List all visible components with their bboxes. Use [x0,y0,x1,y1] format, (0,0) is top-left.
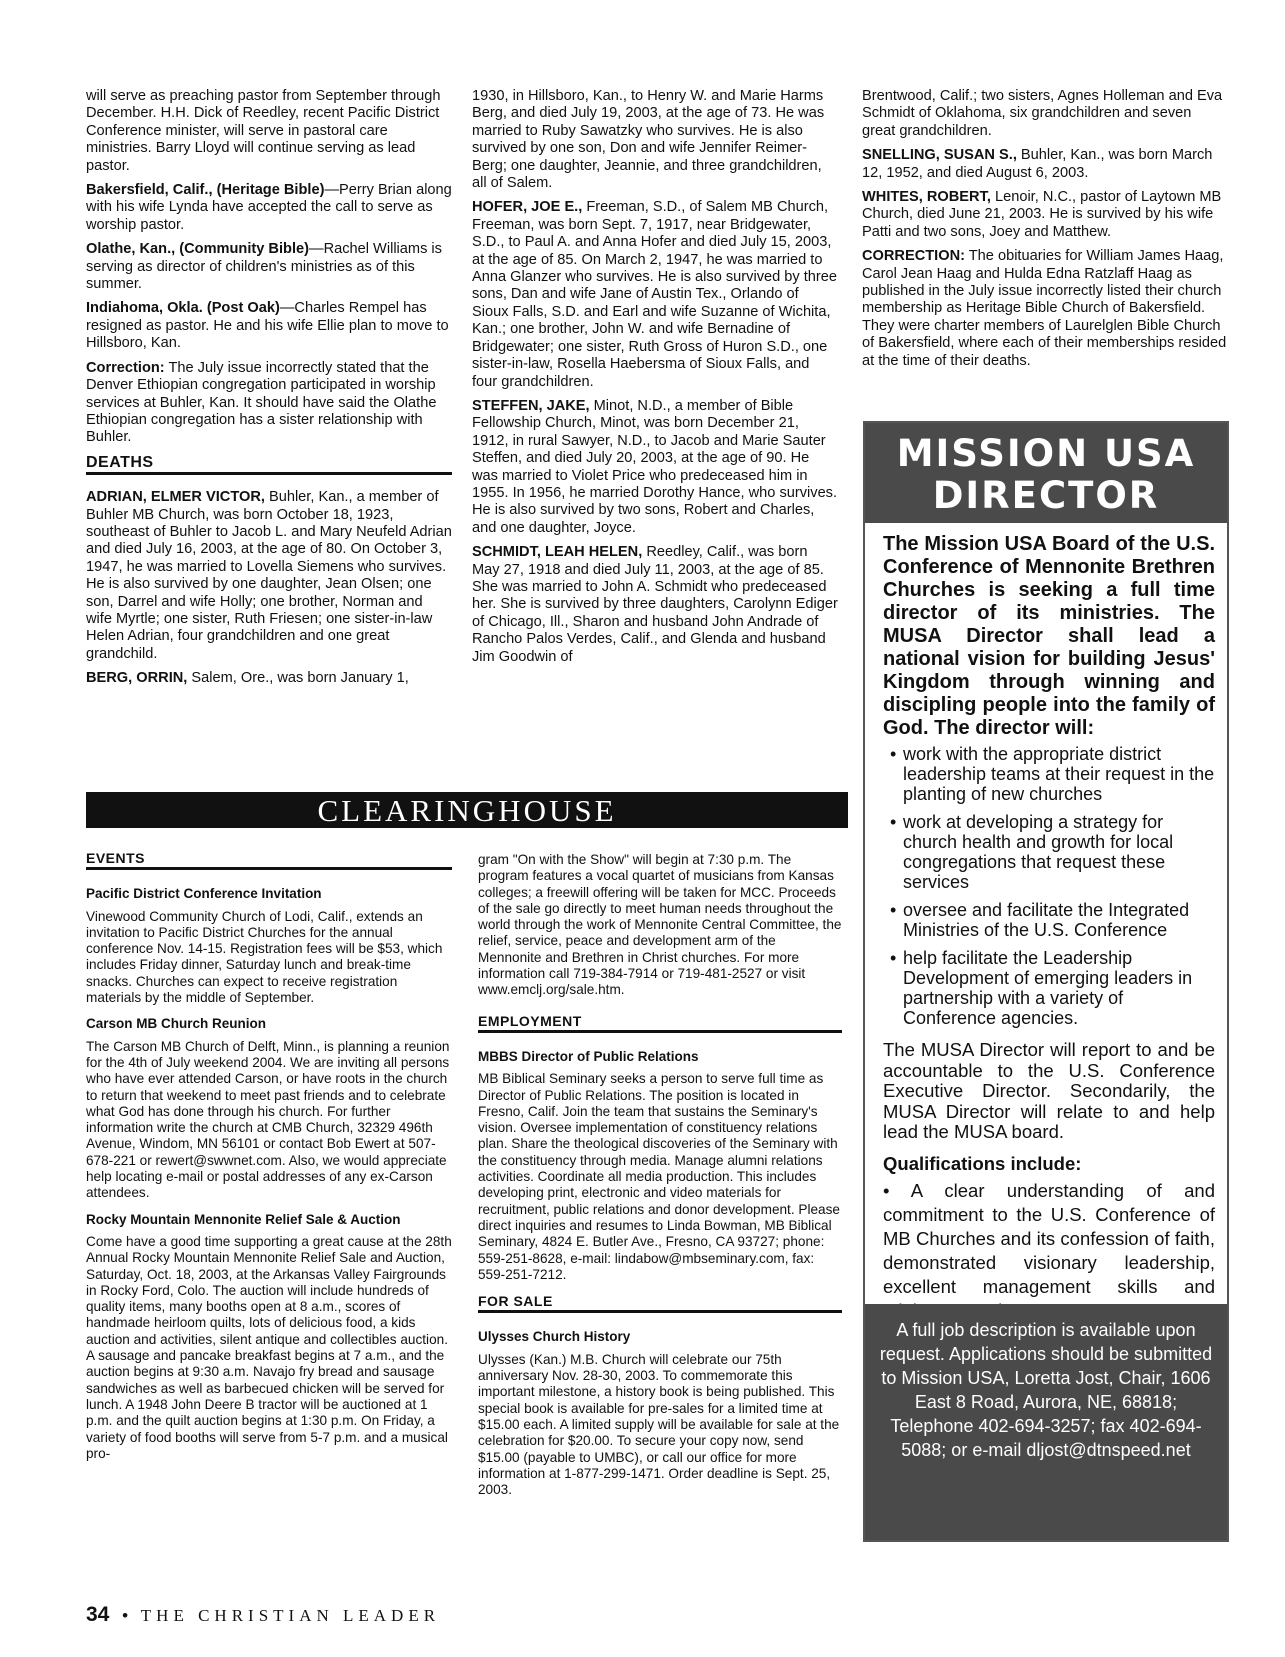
employment-heading: EMPLOYMENT [478,1013,842,1033]
paragraph: will serve as preaching pastor from September through December. H.H. Dick of Reedley, recent Pacific District Conference minister, will serve in pastoral care ministries. Barry Lloyd will continue serving as lead pastor. [86,88,441,174]
ad-title: MISSION USA DIRECTOR [865,423,1227,523]
events-heading: EVENTS [86,850,452,870]
paragraph: gram "On with the Show" will begin at 7:30 p.m. The program features a vocal quartet of musicians from Kansas colleges; a freewill offering will be taken for MCC. Proceeds of the sale go directly to meet human needs throughout the world through the work of Mennonite Central Committee, the relief, service, peace and development arm of the Mennonite and Brethren in Christ churches. For more information call 719-384-7914 or 719-481-2527 or visit www.emclj.org/sale.htm. [478,852,842,998]
paragraph: Olathe, Kan., (Community Bible)—Rachel Williams is serving as director of children's ministries as of this summer. [86,241,442,293]
obituary-name: BERG, ORRIN, [86,670,188,687]
correction-label: CORRECTION: [862,248,965,265]
obituary: SCHMIDT, LEAH HELEN, Reedley, Calif., was born May 27, 1918 and died July 11, 2003, at the age of 85. She was married to John A. Schmidt who predeceased her. She is survived by three daughters, Carolynn Ediger of Chicago, Ill., Sharon and husband John Andrade of Rancho Palos Verdes, Calif., and Glenda and husband Jim Goodwin of [472,544,838,665]
clearinghouse-banner: CLEARINGHOUSE [86,792,848,828]
deaths-heading: DEATHS [86,454,452,475]
obituary-name: SCHMIDT, LEAH HELEN, [472,544,643,561]
church-name: Indiahoma, Okla. (Post Oak) [86,300,280,317]
correction: CORRECTION: The obituaries for William James Haag, Carol Jean Haag and Hulda Edna Ratzlaff Haag as published in the July issue incorrectly listed their church membership as Heritage Bible Church of Bakersfield. They were charter members of Laurelglen Bible Church of Bakersfield, where each of their memberships resided at the time of their deaths. [862,248,1227,369]
obituary-name: HOFER, JOE E., [472,199,583,216]
list-item: • work with the appropriate district leadership teams at their request in the planting of new churches [903,744,1215,804]
duties-list [865,744,1227,1028]
column-2-bottom [478,852,842,1505]
ad-intro: The Mission USA Board of the U.S. Conference of Mennonite Brethren Churches is seeking a full time director of its ministries. The MUSA Director shall lead a national vision for building Jesus' Kingdom through winning and discipling people into the family of God. The director will: [883,533,1215,739]
list-item: • help facilitate the Leadership Development of emerging leaders in partnership with a variety of Conference agencies. [903,948,1215,1028]
event-title: Rocky Mountain Mennonite Relief Sale & Auction [86,1211,401,1227]
paragraph: 1930, in Hillsboro, Kan., to Henry W. and Marie Harms Berg, and died July 19, 2003, at the age of 73. He was married to Ruby Sawatzky who survives. He is also survived by one son, Don and wife Jennifer Reimer-Berg; one daughter, Jeannie, and three grandchildren, all of Salem. [472,88,825,192]
obituary: ADRIAN, ELMER VICTOR, Buhler, Kan., a member of Buhler MB Church, was born October 18, 1923, southeast of Buhler to Jacob L. and Mary Neufeld Adrian and died July 16, 2003, at the age of 80. On October 3, 1947, he was married to Lovella Siemens who survives. He is also survived by one daughter, Jean Olsen; one son, Darrel and wife Holly; one brother, Norman and wife Myrtle; one sister, Ruth Friesen; one sister-in-law Helen Adrian, four grandchildren and one great grandchild. [86,489,452,662]
column-1-top [86,88,452,695]
obituary-name: ADRIAN, ELMER VICTOR, [86,489,265,506]
church-name: Olathe, Kan., (Community Bible) [86,241,309,258]
publication-name: THE CHRISTIAN LEADER [140,1606,441,1625]
column-1-bottom [86,850,452,1469]
obituary: SNELLING, SUSAN S., Buhler, Kan., was born March 12, 1952, and died August 6, 2003. [862,147,1213,181]
job-title: MBBS Director of Public Relations [478,1048,699,1064]
obituary: STEFFEN, JAKE, Minot, N.D., a member of Bible Fellowship Church, Minot, was born December 21, 1912, in rural Sawyer, N.D., to Jacob and Marie Sauter Steffen, and died July 20, 2003, at the age of 90. He was married to Violet Price who predeceased him in 1955. In 1956, he married Dorothy Hance, who survives. He is also survived by two sons, Robert and Charles, and one daughter, Joyce. [472,397,838,536]
paragraph: Brentwood, Calif.; two sisters, Agnes Holleman and Eva Schmidt of Oklahoma, six grandchildren and seven great grandchildren. [862,88,1223,139]
obituary: BERG, ORRIN, Salem, Ore., was born January 1, [86,670,409,687]
list-item: • oversee and facilitate the Integrated Ministries of the U.S. Conference [903,900,1215,940]
event-body: The Carson MB Church of Delft, Minn., is planning a reunion for the 4th of July weekend 2004. We are inviting all persons who have ever attended Carson, or have roots in the church to return that weekend to meet past friends and to celebrate what God has done through his church. For further information write the church at CMB Church, 32329 496th Avenue, Windom, MN 56101 or contact Bob Ewert at 507-678-221 or rewert@swwnet.com. Also, we would appreciate help locating e-mail or postal addresses of any ex-Carson attendees. [86,1038,450,1201]
paragraph: Indiahoma, Okla. (Post Oak)—Charles Rempel has resigned as pastor. He and his wife Ellie plan to move to Hillsboro, Kan. [86,300,449,352]
mission-usa-ad [863,421,1229,1542]
event-body: Come have a good time supporting a great cause at the 28th Annual Rocky Mountain Mennonite Relief Sale and Auction, Saturday, Oct. 18, 2003, at the Arkansas Valley Fairgrounds in Rocky Ford, Colo. The auction will include hundreds of quality items, many booths open at 8 a.m., scores of handmade heirloom quilts, lots of delicious food, a kids auction and activities, silent antique and collectibles auction. A sausage and pancake breakfast begins at 7 a.m., and the auction begins at 9:30 a.m. Navajo fry bread and sausage sandwiches as well as barbecued chicken will be served for lunch. A 1948 John Deere B tractor will be auctioned at 1 p.m. and the quilt auction begins at 1:30 p.m. On Friday, a variety of food booths will serve from 5-7 p.m. and a musical pro- [86,1233,452,1461]
column-3-top [862,88,1228,377]
qualifications-heading: Qualifications include: [883,1152,1082,1174]
correction-label: Correction: [86,359,165,376]
qualifications-text: • A clear understanding of and commitment to the U.S. Conference of MB Churches and its confession of faith, demonstrated visionary leadership, excellent management skills and [883,1179,1215,1297]
church-name: Bakersfield, Calif., (Heritage Bible) [86,182,325,199]
obituary: HOFER, JOE E., Freeman, S.D., of Salem MB Church, Freeman, was born Sept. 7, 1917, near Bridgewater, S.D., to Paul A. and Anna Hofer and died July 15, 2003, at the age of 85. On March 2, 1947, he was married to Anna Glanzer who survives. He is also survived by three sons, Dan and wife Jane of Austin Tex., Orlando of Sioux Falls, S.D. and Earl and wife Suzanne of Wichita, Kan.; one brother, John W. and wife Bernadine of Bridgewater; one sister, Ruth Gross of Huron S.D., one sister-in-law, Rosella Haebersma of Sioux Falls, and four grandchildren. [472,199,838,390]
ad-report: The MUSA Director will report to and be accountable to the U.S. Conference Executive Director. Secondarily, the MUSA Director will relate to and help lead the MUSA board. [883,1039,1215,1142]
ad-contact-footer: A full job description is available upon request. Applications should be submitted to Mission USA, Loretta Jost, Chair, 1606 East 8 Road, Aurora, NE, 68818; Telephone 402-694-3257; fax 402-694-5088; or e-mail dljost@dtnspeed.net [865,1304,1227,1540]
obituary: WHITES, ROBERT, Lenoir, N.C., pastor of Laytown MB Church, died June 21, 2003. He is survived by his wife Patti and two sons, Joey and Matthew. [862,189,1222,240]
sale-body: Ulysses (Kan.) M.B. Church will celebrate our 75th anniversary Nov. 28-30, 2003. To commemorate this important milestone, a history book is being published. This special book is available for pre-sales for a limited time at $15.00 each. A limited supply will be available for sale at the celebration for $20.00. To secure your copy now, send $15.00 (payable to UMBC), or call our office for more information at 1-877-299-1471. Order deadline is Sept. 25, 2003. [478,1351,840,1498]
page-footer [86,1603,440,1627]
paragraph: Correction: The July issue incorrectly stated that the Denver Ethiopian congregation participated in worship services at Buhler, Kan. It should have said the Olathe Ethiopian congregation has a sister relationship with Buhler. [86,359,437,446]
job-body: MB Biblical Seminary seeks a person to serve full time as Director of Public Relations. The position is located in Fresno, Calif. Join the team that sustains the Seminary's vision. Oversee implementation of constituency relations plan. Share the theological discoveries of the Seminary with the constituency through media. Manage alumni relations activities. Coordinate all media production. This includes developing print, electronic and video materials for recruitment, public relations and donor development. Please direct inquiries and resumes to Linda Bowman, MB Biblical Seminary, 4824 E. Butler Ave., Fresno, CA 93727; phone: 559-251-8628, e-mail: lindabow@mbseminary.com, fax: 559-251-7212. [478,1071,840,1282]
for-sale-heading: FOR SALE [478,1293,842,1313]
sale-title: Ulysses Church History [478,1329,631,1345]
event-title: Pacific District Conference Invitation [86,886,322,902]
separator-bullet: • [122,1606,129,1625]
obituary-name: STEFFEN, JAKE, [472,397,590,414]
event-title: Carson MB Church Reunion [86,1016,267,1032]
column-2-top [472,88,838,673]
list-item: • work at developing a strategy for church health and growth for local congregations that request these services [903,812,1215,892]
obituary-name: SNELLING, SUSAN S., [862,147,1017,164]
page-number: 34 [86,1603,110,1626]
obituary-name: WHITES, ROBERT, [862,189,991,206]
event-body: Vinewood Community Church of Lodi, Calif., extends an invitation to Pacific District Churches for the annual conference Nov. 14-15. Registration fees will be $53, which includes Friday dinner, Saturday lunch and break-time snacks. Churches can expect to receive registration materials by the middle of September. [86,908,443,1006]
paragraph: Bakersfield, Calif., (Heritage Bible)—Perry Brian along with his wife Lynda have accepted the call to serve as worship pastor. [86,182,452,233]
